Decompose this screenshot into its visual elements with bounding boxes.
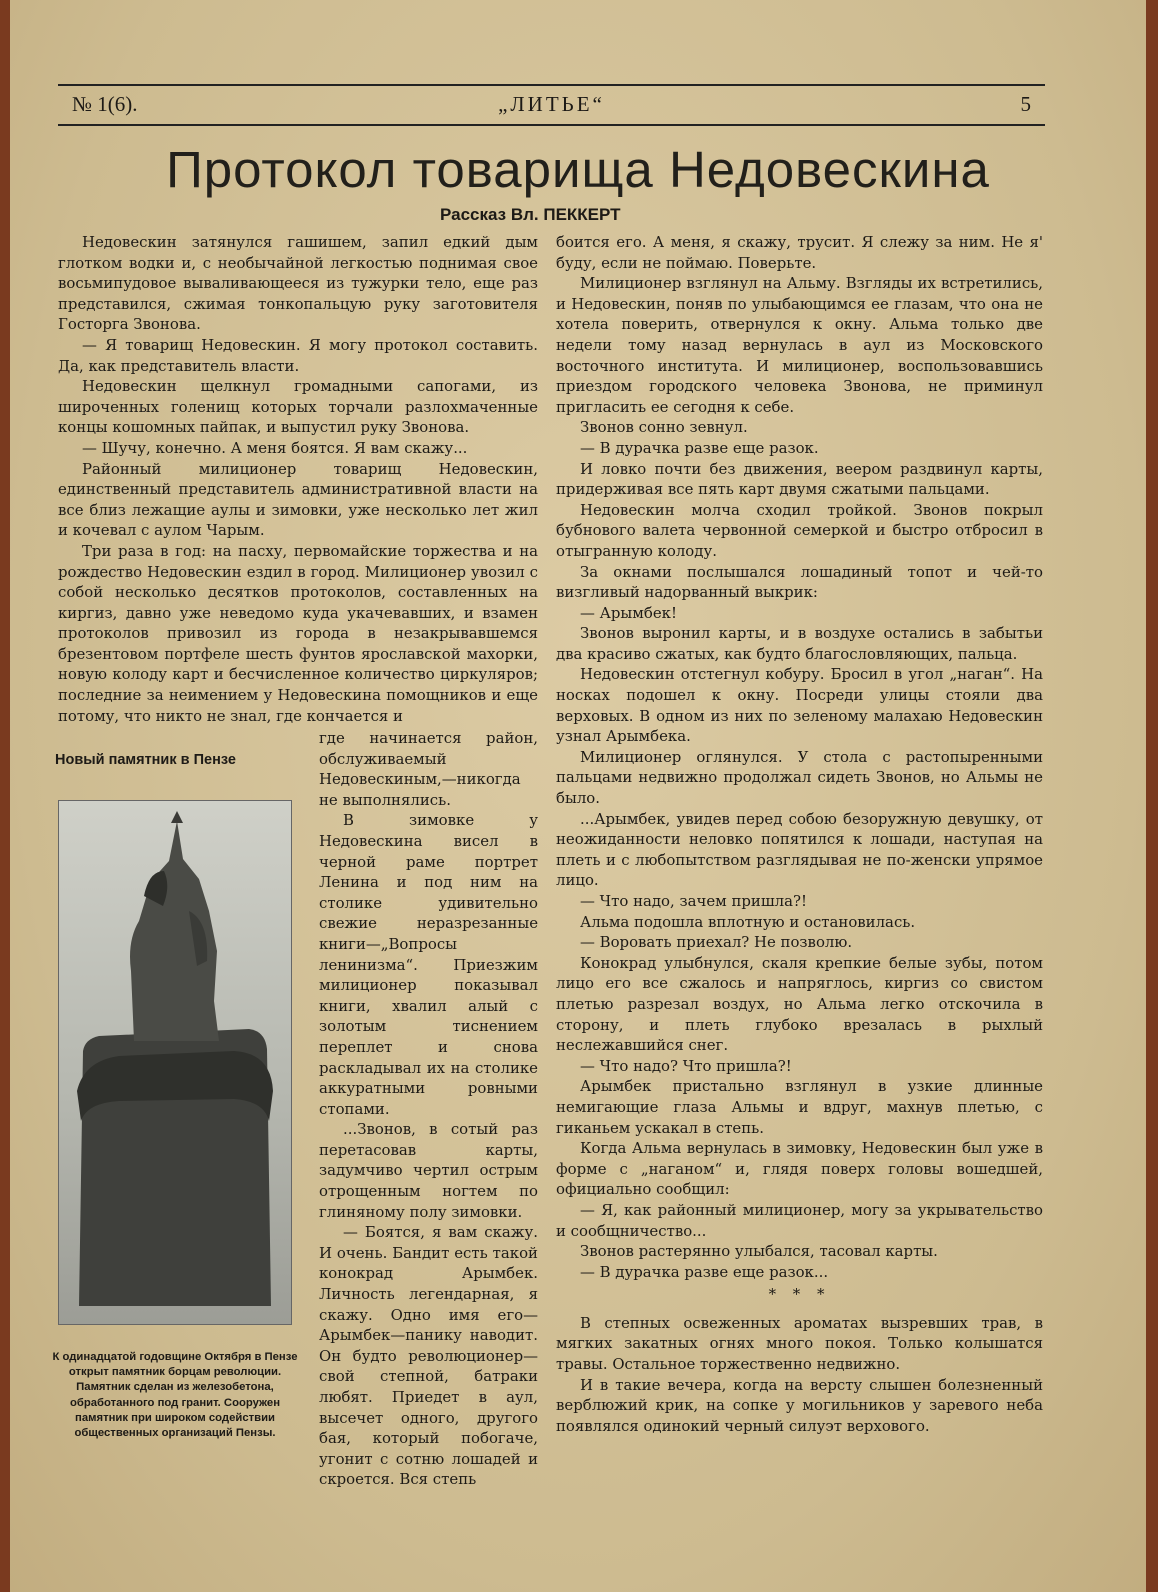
paragraph: — Шучу, конечно. А меня боятся. Я вам скажу... (82, 438, 468, 457)
sidebar-heading: Новый памятник в Пензе (55, 752, 236, 768)
column-middle (319, 728, 538, 1490)
column-right (556, 232, 1043, 1436)
paragraph: — В дурачка разве еще разок... (580, 1262, 829, 1281)
issue-number: № 1(6). (72, 92, 138, 116)
paragraph: За окнами послышался лошадиный топот и чей-то визгливый надорванный выкрик: (556, 562, 1043, 602)
paragraph: — Я, как районный милиционер, могу за укрывательство и сообщничество... (556, 1200, 1043, 1240)
paragraph: Районный милиционер товарищ Недовескин, единственный представитель административной власти на все близ лежащие аулы и зимовки, уже несколько лет жил и кочевал с аулом Чарым. (58, 459, 538, 540)
paragraph: В зимовке у Недовескина висел в черной раме портрет Ленина и под ним на столике удивительно свежие неразрезанные книги—„Вопросы ленинизма“. Приезжим милиционер показывал книги, хвалил алый с золотым тиснением переплет и снова раскладывал их на столике аккуратными ровными стопами. (319, 811, 538, 1118)
paragraph: — Что надо? Что пришла?! (580, 1056, 792, 1075)
paragraph: Звонов выронил карты, и в воздухе остались в забытьи два красиво сжатых, как будто благословляющих, пальца. (556, 624, 1043, 663)
paragraph: Недовескин затянулся гашишем, запил едкий дым глотком водки и, с необычайной легкостью поднимая свое восьмипудовое вываливающееся из тужурки тело, еще раз представился, сжимая тонкопальцую руку заготовителя Госторга Звонова. (58, 233, 538, 334)
paragraph: Недовескин отстегнул кобуру. Бросил в угол „наган“. На носках подошел к окну. Посреди улицы стояли два верховых. В одном из них по зеленому малахаю Недовескин узнал Арымбека. (556, 665, 1043, 746)
page-number: 5 (1020, 92, 1031, 116)
paragraph: Недовескин молча сходил тройкой. Звонов покрыл бубнового валета червонной семеркой и быстро отбросил в отыгранную колоду. (556, 500, 1043, 560)
monument-image (59, 801, 291, 1324)
paragraph: Конокрад улыбнулся, скаля крепкие белые зубы, потом лицо его все сжалось и напряглось, киргиз со свистом плетью разрезал воздух, но Альма легко отскочила в сторону, и плеть глубоко врезалась в рыхлый неслежавшийся снег. (556, 953, 1043, 1055)
newspaper-page (10, 0, 1146, 1592)
paragraph: — Что надо, зачем пришла?! (580, 892, 807, 910)
paragraph: — Боятся, я вам скажу. И очень. Бандит есть такой конокрад Арымбек. Личность легендарная, я скажу. Одно имя его—Арымбек—панику наводит. Он будто революционер—свой степной, батраки любят. Приедет в аул, высечет одного, другого бая, который побогаче, угонит с сотню лошадей и скроется. Вся степь (319, 1223, 538, 1489)
paragraph: — Воровать приехал? Не позволю. (580, 933, 853, 952)
paragraph: где начинается район, обслуживаемый Недовескиным,—никогда не выполнялись. (319, 729, 538, 809)
section-separator: * * * (768, 1285, 831, 1304)
paragraph: Недовескин щелкнул громадными сапогами, из широченных голенищ которых торчали разлохмаченные концы кошомных пайпак, и выпустил руку Звонова. (58, 377, 538, 437)
journal-title: „ЛИТЬЕ“ (498, 92, 605, 116)
paragraph: И в такие вечера, когда на версту слышен болезненный верблюжий крик, на сопке у могильников у заревого неба появлялся одинокий черный силуэт верхового. (556, 1375, 1043, 1435)
page-header (58, 84, 1045, 126)
paragraph: Звонов растерянно улыбался, тасовал карты. (580, 1242, 938, 1261)
paragraph: Звонов сонно зевнул. (580, 418, 748, 437)
paragraph: Милиционер оглянулся. У стола с растопыренными пальцами недвижно продолжал сидеть Звонов, но Альмы не было. (556, 747, 1043, 808)
monument-photo (58, 800, 292, 1325)
paragraph: ...Арымбек, увидев перед собою безоружную девушку, от неожиданности неловко попятился к лошади, наступая на плеть и с любопытством разглядывая не по-женски упрямое лицо. (556, 809, 1043, 890)
paragraph: Арымбек пристально взглянул в узкие длинные немигающие глаза Альмы и вдруг, махнув плетью, с гиканьем ускакал в степь. (556, 1077, 1043, 1137)
paragraph: — Арымбек! (580, 603, 677, 622)
paragraph: Три раза в год: на пасху, первомайские торжества и на рождество Недовескин ездил в город. Милиционер увозил с собой несколько десятков протоколов, составленных на киргиз, давно уже неведомо куда укачевавших, и взамен протоколов привозил из города в незакрывавшемся брезентовом портфеле шесть фунтов ярославской махорки, новую колоду карт и бесчисленное количество циркуляров; последние за неимением у Недовескина помощников и еще потому, что никто не знал, где кончается и (58, 541, 538, 725)
paragraph: — Я товарищ Недовескин. Я могу протокол составить. Да, как представитель власти. (58, 335, 538, 375)
article-title: Протокол товарища Недовескина (166, 141, 990, 198)
paragraph: — В дурачка разве еще разок. (580, 438, 819, 457)
paragraph: боится его. А меня, я скажу, трусит. Я слежу за ним. Не я' буду, если не поймаю. Поверьте. (556, 233, 1043, 272)
paragraph: В степных освеженных ароматах вызревших трав, в мягких закатных огнях много покоя. Только колышатся травы. Остальное торжественно недвижно. (556, 1313, 1043, 1374)
paragraph: Милиционер взглянул на Альму. Взгляды их встретились, и Недовескин, поняв по улыбающимся ее глазам, что она не хотела поверить, отвернулся к окну. Альма только две недели тому назад вернулась в аул из Московского восточного института. И милиционер, воспользовавшись приездом городского человека Звонова, не приминул пригласить ее сегодня к себе. (556, 274, 1043, 416)
paragraph: Альма подошла вплотную и остановилась. (580, 912, 916, 931)
paragraph: ...Звонов, в сотый раз перетасовав карты, задумчиво чертил острым отрощенным ногтем по глиняному полу зимовки. (319, 1120, 538, 1221)
paragraph: И ловко почти без движения, веером раздвинул карты, придерживая все пять карт двумя сжатыми пальцами. (556, 459, 1043, 499)
article-byline: Рассказ Вл. ПЕККЕРТ (440, 205, 621, 224)
photo-caption: К одинадцатой годовщине Октября в Пензе открыт памятник борцам революции. Памятник сделан из железобетона, обработанного под гранит. Сооружен памятник при широком содействии общественных организаций Пензы. (52, 1351, 298, 1440)
paragraph: Когда Альма вернулась в зимовку, Недовескин был уже в форме с „наганом“ и, глядя поверх головы вошедшей, официально сообщил: (556, 1139, 1043, 1199)
column-left-top (58, 232, 538, 726)
